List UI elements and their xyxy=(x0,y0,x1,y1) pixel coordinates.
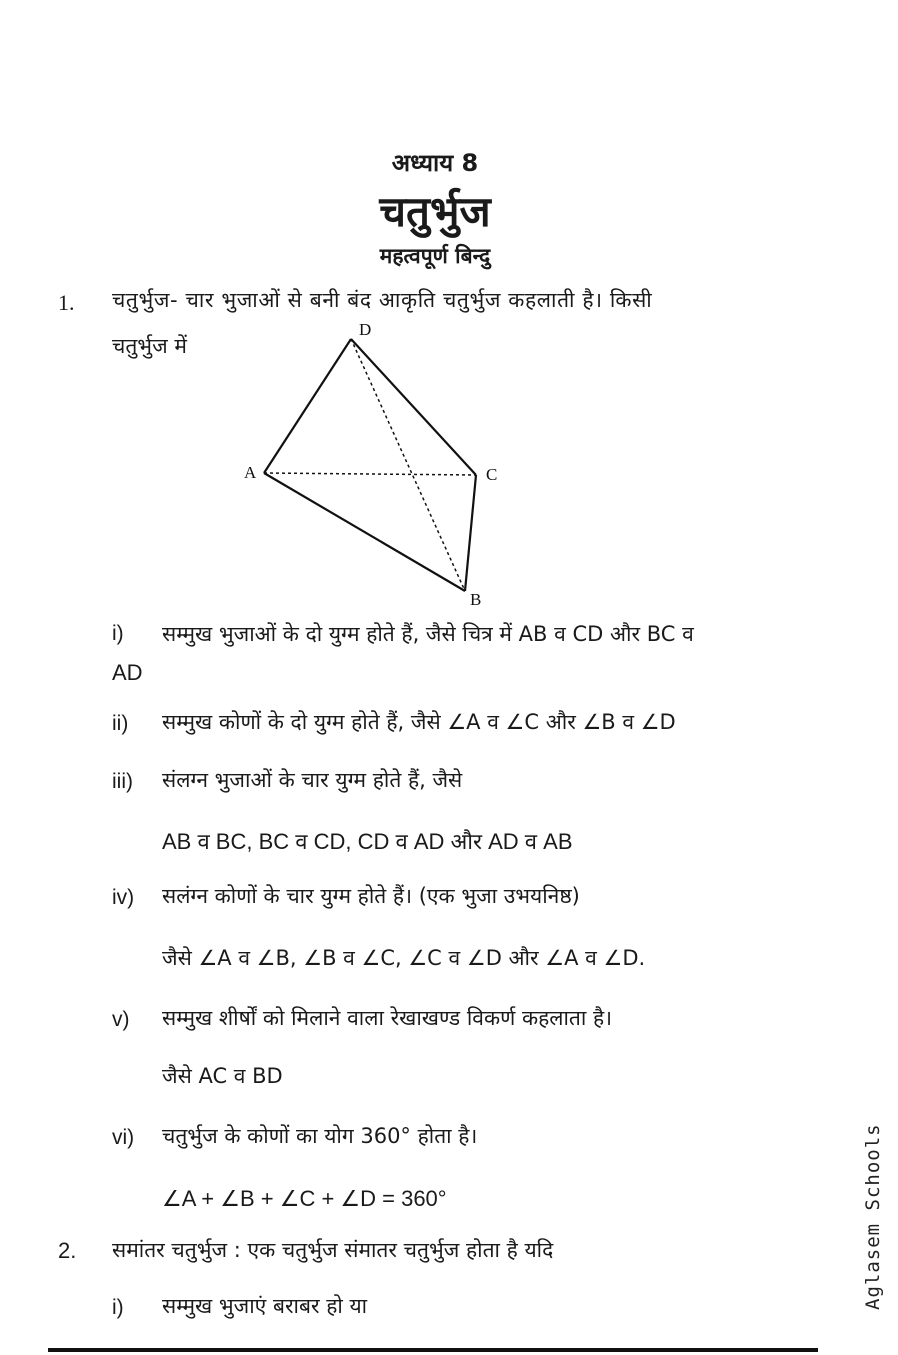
point-1-text-line1: चतुर्भुज- चार भुजाओं से बनी बंद आकृति चतुर्भुज कहलाती है। किसी xyxy=(112,288,653,312)
item-1-marker: i) xyxy=(112,622,124,645)
item-1-text: सम्मुख भुजाओं के दो युग्म होते हैं, जैसे चित्र में AB व CD और BC व xyxy=(162,622,694,646)
vertex-label-b: B xyxy=(470,590,482,609)
angle-sum-equation: ∠A + ∠B + ∠C + ∠D = 360° xyxy=(162,1186,447,1211)
item-4-continuation: जैसे ∠A व ∠B, ∠B व ∠C, ∠C व ∠D और ∠A व ∠D. xyxy=(162,946,646,970)
vertex-label-a: A xyxy=(244,463,257,482)
item-6-marker: vi) xyxy=(112,1126,135,1149)
side-da xyxy=(264,339,351,473)
watermark: Aglasem Schools xyxy=(862,1123,884,1310)
footer-rule xyxy=(48,1348,818,1352)
side-ab xyxy=(264,473,465,591)
item-3-text: संलग्न भुजाओं के चार युग्म होते हैं, जैसे xyxy=(162,768,463,792)
item-4-text: सलंग्न कोणों के चार युग्म होते हैं। (एक भुजा उभयनिष्ठ) xyxy=(162,884,580,908)
item-5-marker: v) xyxy=(112,1008,130,1031)
point-2-number: 2. xyxy=(58,1238,77,1263)
quadrilateral-figure xyxy=(230,315,510,610)
side-dc xyxy=(351,339,476,475)
vertex-label-d: D xyxy=(359,320,372,339)
diagonal-ac xyxy=(264,473,476,475)
chapter-heading: अध्याय 8 xyxy=(391,149,479,177)
point-2-sub-text: सम्मुख भुजाएं बराबर हो या xyxy=(162,1294,368,1318)
item-4-marker: iv) xyxy=(112,886,135,909)
section-subtitle: महत्वपूर्ण बिन्दु xyxy=(379,244,491,268)
diagonal-bd xyxy=(351,339,465,591)
vertex-label-c: C xyxy=(486,465,498,484)
item-5-text: सम्मुख शीर्षों को मिलाने वाला रेखाखण्ड विकर्ण कहलाता है। xyxy=(162,1006,613,1030)
item-3-marker: iii) xyxy=(112,770,133,793)
page-title: चतुर्भुज xyxy=(379,187,491,236)
item-6-text: चतुर्भुज के कोणों का योग 360° होता है। xyxy=(162,1124,478,1148)
point-2-text: समांतर चतुर्भुज : एक चतुर्भुज संमातर चतुर्भुज होता है यदि xyxy=(112,1238,554,1262)
item-2-text: सम्मुख कोणों के दो युग्म होते हैं, जैसे ∠A व ∠C और ∠B व ∠D xyxy=(162,710,676,734)
item-2-marker: ii) xyxy=(112,712,129,735)
item-5-continuation: जैसे AC व BD xyxy=(162,1064,283,1088)
point-1-text-line2: चतुर्भुज में xyxy=(112,334,187,358)
point-2-sub-marker: i) xyxy=(112,1296,124,1319)
item-1-continuation: AD xyxy=(112,660,143,685)
side-cb xyxy=(465,475,476,591)
item-3-continuation: AB व BC, BC व CD, CD व AD और AD व AB xyxy=(162,829,573,854)
point-1-number: 1. xyxy=(58,290,75,315)
